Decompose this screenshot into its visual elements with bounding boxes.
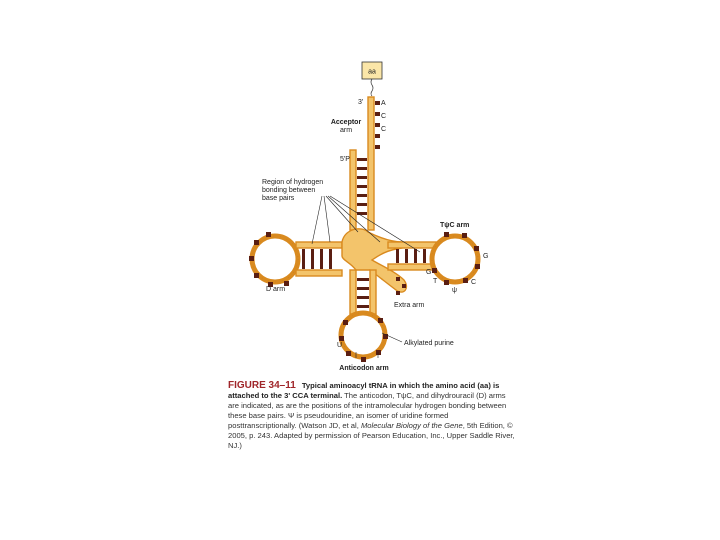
d-arm-base-pairs xyxy=(302,249,332,269)
cca-a-label: A xyxy=(381,100,386,107)
loop-g-label: G xyxy=(483,253,489,260)
acceptor-stem xyxy=(350,97,374,230)
cca-c2-label: C xyxy=(381,126,387,133)
cca-c1-label: C xyxy=(381,113,387,120)
figure-number: FIGURE 34–11 xyxy=(228,380,296,391)
alkylated-purine-label: Alkylated purine xyxy=(404,340,454,347)
uridine-label: U xyxy=(337,342,343,349)
hydrogen-bonding-label-3: base pairs xyxy=(262,195,295,202)
tpsic-arm-label: TψC arm xyxy=(440,222,470,229)
acceptor-arm-label-1: Acceptor xyxy=(330,119,362,126)
tpsic-base-pairs xyxy=(396,249,426,263)
anticodon-arm-label: Anticodon arm xyxy=(339,365,389,372)
three-prime-label: 3' xyxy=(358,99,364,106)
amino-acid-label: aa xyxy=(368,68,376,76)
extra-arm-label: Extra arm xyxy=(394,302,425,309)
hydrogen-bonding-label-1: Region of hydrogen xyxy=(262,179,324,186)
loop-c-label: C xyxy=(471,279,477,286)
d-arm-label: D arm xyxy=(266,286,286,293)
anticodon-base-pairs xyxy=(357,278,369,308)
loop-t-label: T xyxy=(433,278,438,285)
acceptor-unpaired-bases xyxy=(375,101,380,149)
caption-text-2: , 5th Edition, © 2005, p. 243. Adapted by permission of Pearson Education, Inc., Upper Saddle River, NJ.) xyxy=(228,421,515,450)
caption-bold-text: Typical aminoacyl tRNA in which the amino acid (aa) is attached to the 3' CCA terminal. xyxy=(228,381,500,400)
anticodon-arm xyxy=(341,270,385,357)
aa-linker xyxy=(371,79,373,96)
loop-g2-label: G xyxy=(426,269,432,276)
figure-caption xyxy=(228,381,518,451)
tpsic-arm xyxy=(388,236,478,282)
caption-book-title: Molecular Biology of the Gene xyxy=(360,421,463,430)
five-prime-label: 5'P xyxy=(340,156,350,163)
acceptor-base-pairs xyxy=(357,158,367,215)
hydrogen-bonding-label-2: bonding between xyxy=(262,187,316,194)
acceptor-arm-label-2: arm xyxy=(339,127,353,134)
loop-psi-label: ψ xyxy=(452,287,457,294)
caption-text-1: The anticodon, TψC, and dihydrouracil (D) arms are indicated, as are the positions of the intramolecular hydrogen bonding between these base pairs. Ψ is pseudouridine, an isomer of uridine formed posttranscriptionally. (Watson JD, et al, xyxy=(228,391,507,430)
d-arm xyxy=(252,236,342,282)
